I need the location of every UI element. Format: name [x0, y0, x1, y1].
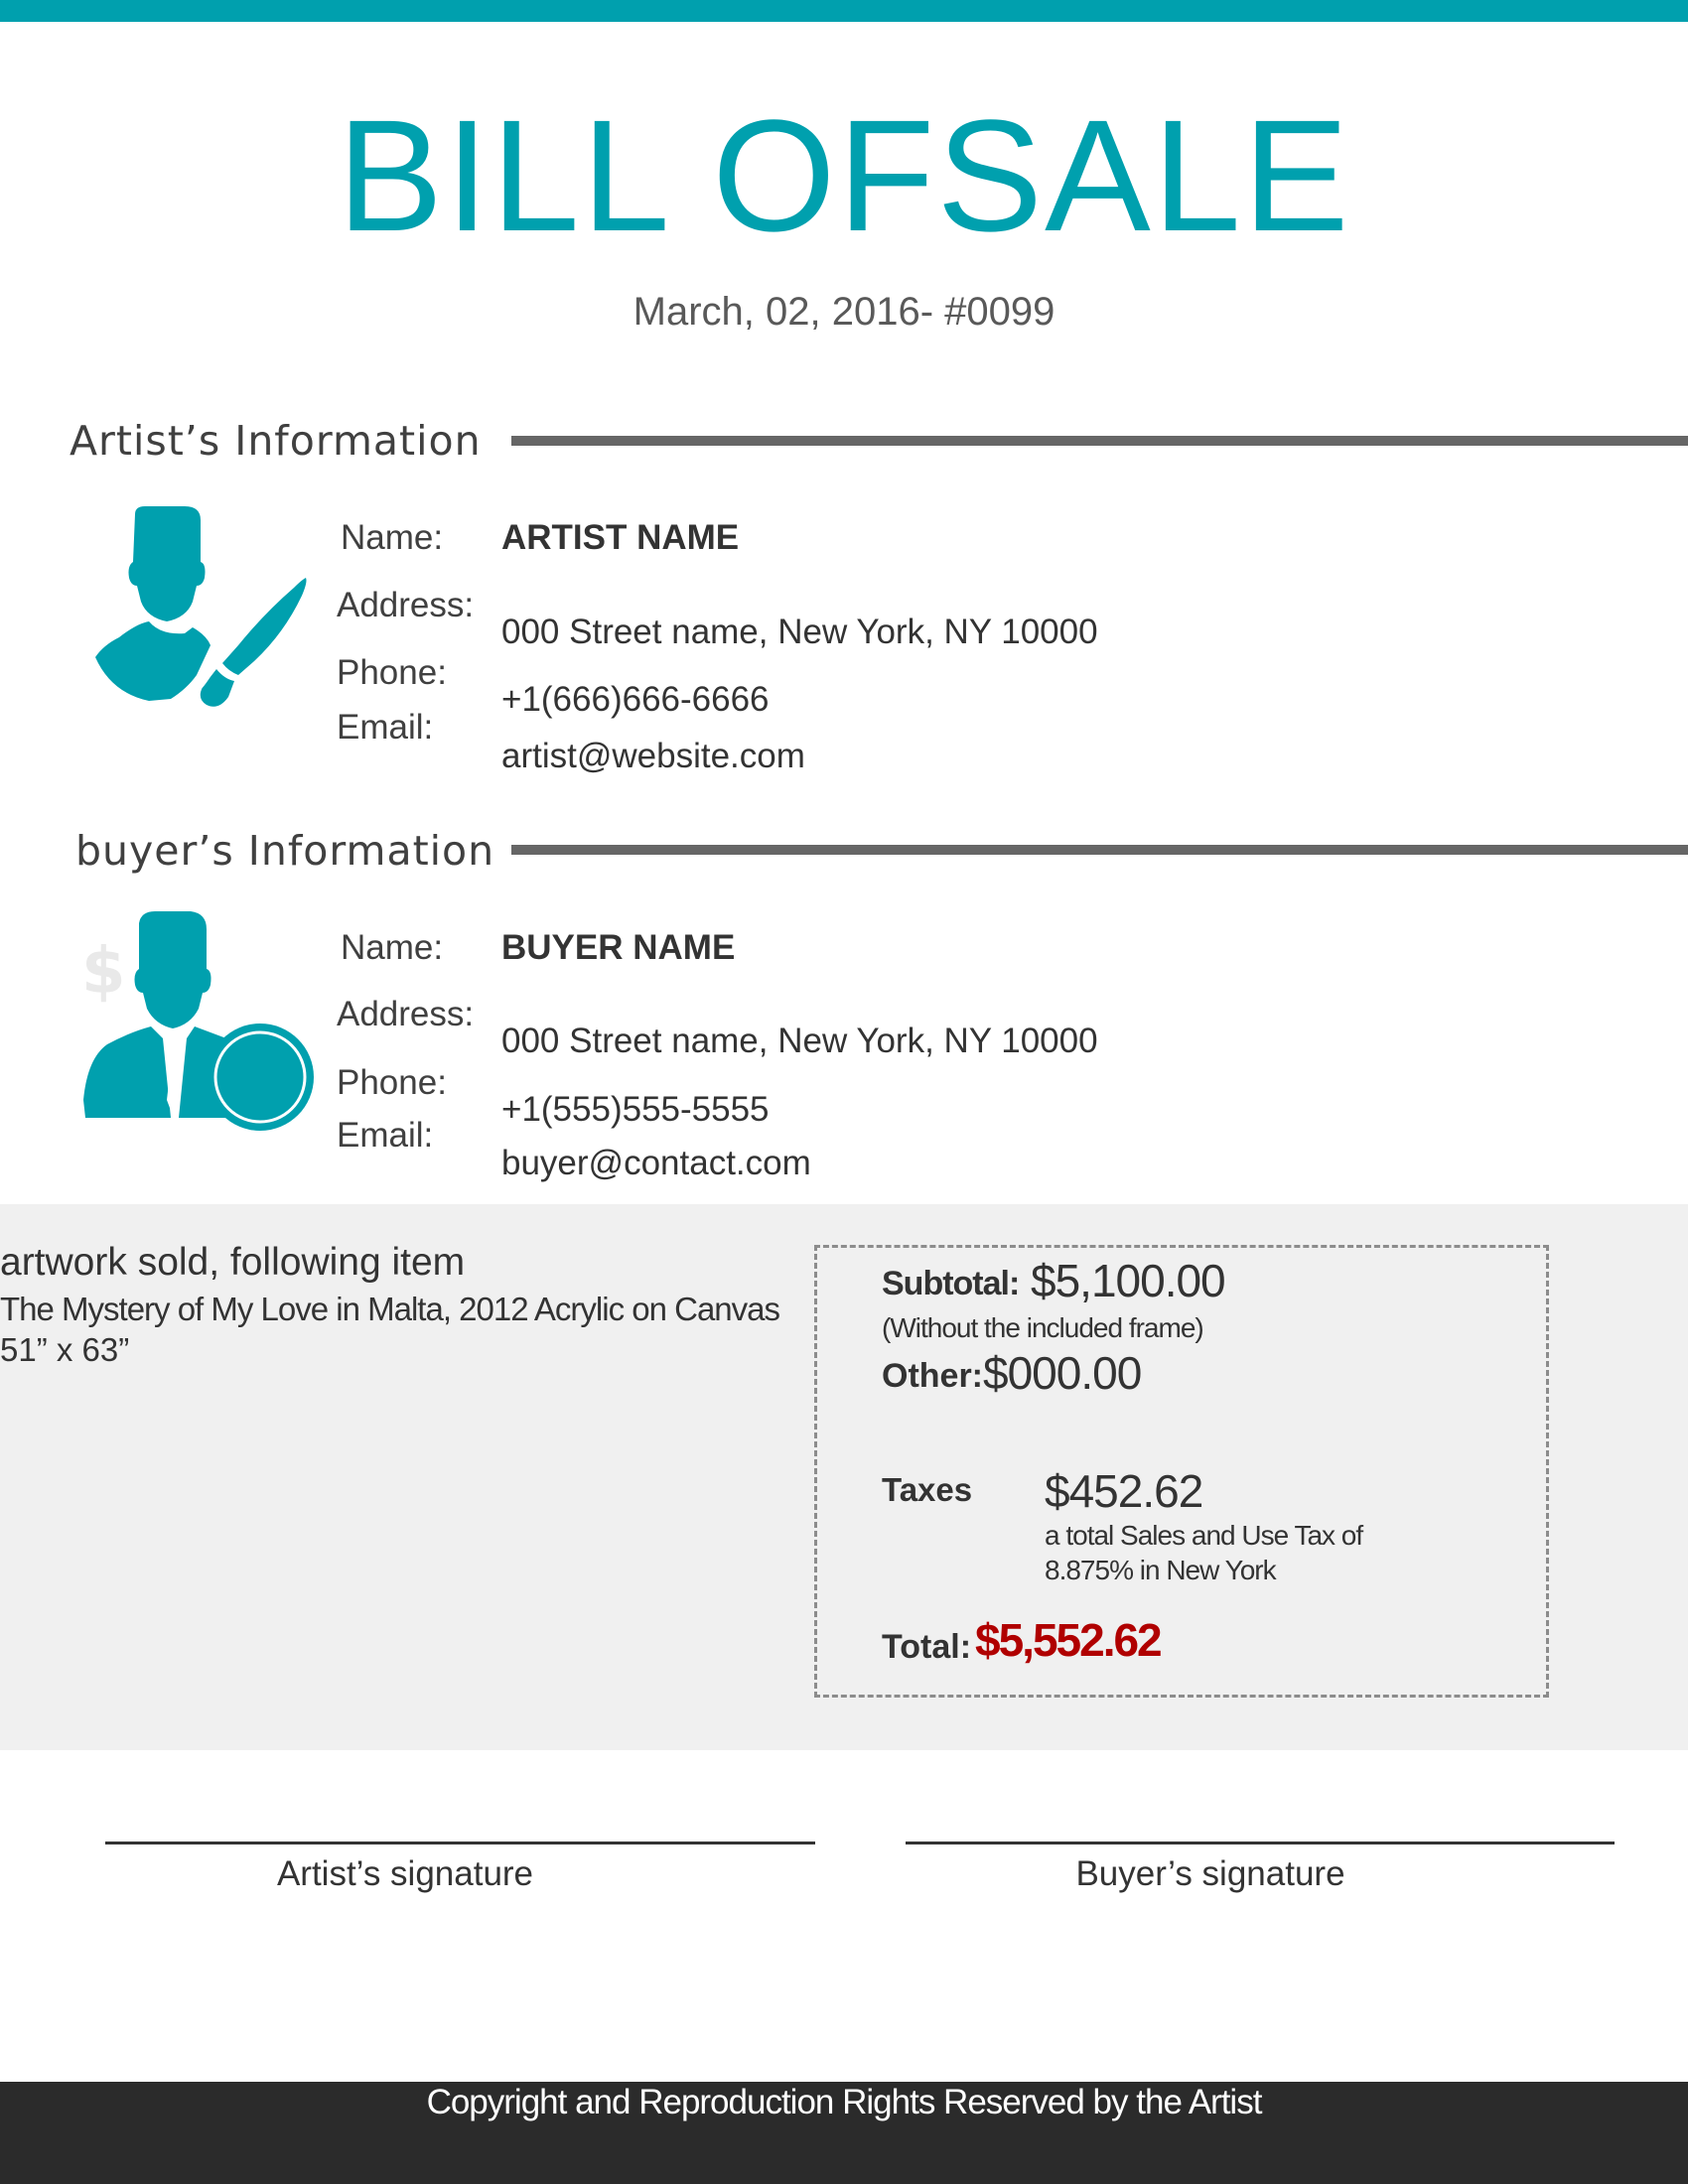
total-label: Total:	[882, 1628, 972, 1666]
date-and-number: March, 02, 2016- #0099	[633, 290, 1055, 334]
buyer-businessman-icon	[79, 911, 318, 1136]
buyer-phone-value: +1(555)555-5555	[501, 1090, 770, 1129]
artist-phone-label: Phone:	[337, 653, 447, 692]
top-accent-bar	[0, 0, 1688, 22]
artist-section-rule	[511, 436, 1688, 446]
buyer-email-value: buyer@contact.com	[501, 1144, 811, 1182]
buyer-name-value: BUYER NAME	[501, 928, 736, 967]
artist-email-label: Email:	[337, 708, 434, 747]
buyer-name-label: Name:	[341, 928, 444, 967]
artwork-title-line: The Mystery of My Love in Malta, 2012 Acrylic on Canvas	[0, 1291, 780, 1327]
other-label: Other:	[882, 1357, 983, 1395]
subtotal-note: (Without the included frame)	[882, 1312, 1203, 1343]
artist-signature-label: Artist’s signature	[276, 1854, 534, 1893]
taxes-label: Taxes	[882, 1471, 973, 1508]
document-title: BILL OFSALE	[337, 86, 1351, 264]
artist-address-value: 000 Street name, New York, NY 10000	[501, 613, 1098, 651]
taxes-value: $452.62	[1045, 1465, 1203, 1517]
subtotal-value: $5,100.00	[1031, 1255, 1225, 1306]
artist-name-value: ARTIST NAME	[501, 518, 740, 557]
other-value: $000.00	[983, 1347, 1142, 1399]
buyer-section-rule	[511, 845, 1688, 855]
buyer-email-label: Email:	[337, 1116, 434, 1155]
artist-name-label: Name:	[341, 518, 444, 557]
artist-address-label: Address:	[337, 586, 475, 624]
buyer-signature-label: Buyer’s signature	[1075, 1854, 1345, 1893]
buyer-phone-label: Phone:	[337, 1063, 447, 1102]
copyright-notice: Copyright and Reproduction Rights Reserved by the Artist	[426, 2083, 1262, 2121]
artist-phone-value: +1(666)666-6666	[501, 680, 770, 719]
artwork-heading: artwork sold, following item	[0, 1241, 466, 1284]
total-value: $5,552.62	[975, 1614, 1161, 1666]
artist-section-heading: Artist’s Information	[70, 417, 482, 465]
artist-painter-icon	[89, 506, 313, 710]
buyer-signature-line[interactable]	[906, 1842, 1615, 1844]
artist-signature-line[interactable]	[105, 1842, 815, 1844]
artwork-size-line: 51” x 63”	[0, 1331, 130, 1368]
taxes-note-line-2: 8.875% in New York	[1045, 1555, 1276, 1585]
svg-text:$: $	[81, 935, 126, 1009]
buyer-address-label: Address:	[337, 995, 475, 1033]
taxes-note-line-1: a total Sales and Use Tax of	[1045, 1520, 1363, 1551]
buyer-section-heading: buyer’s Information	[75, 827, 495, 875]
artist-email-value: artist@website.com	[501, 737, 805, 775]
subtotal-label: Subtotal:	[882, 1265, 1020, 1302]
buyer-address-value: 000 Street name, New York, NY 10000	[501, 1022, 1098, 1060]
